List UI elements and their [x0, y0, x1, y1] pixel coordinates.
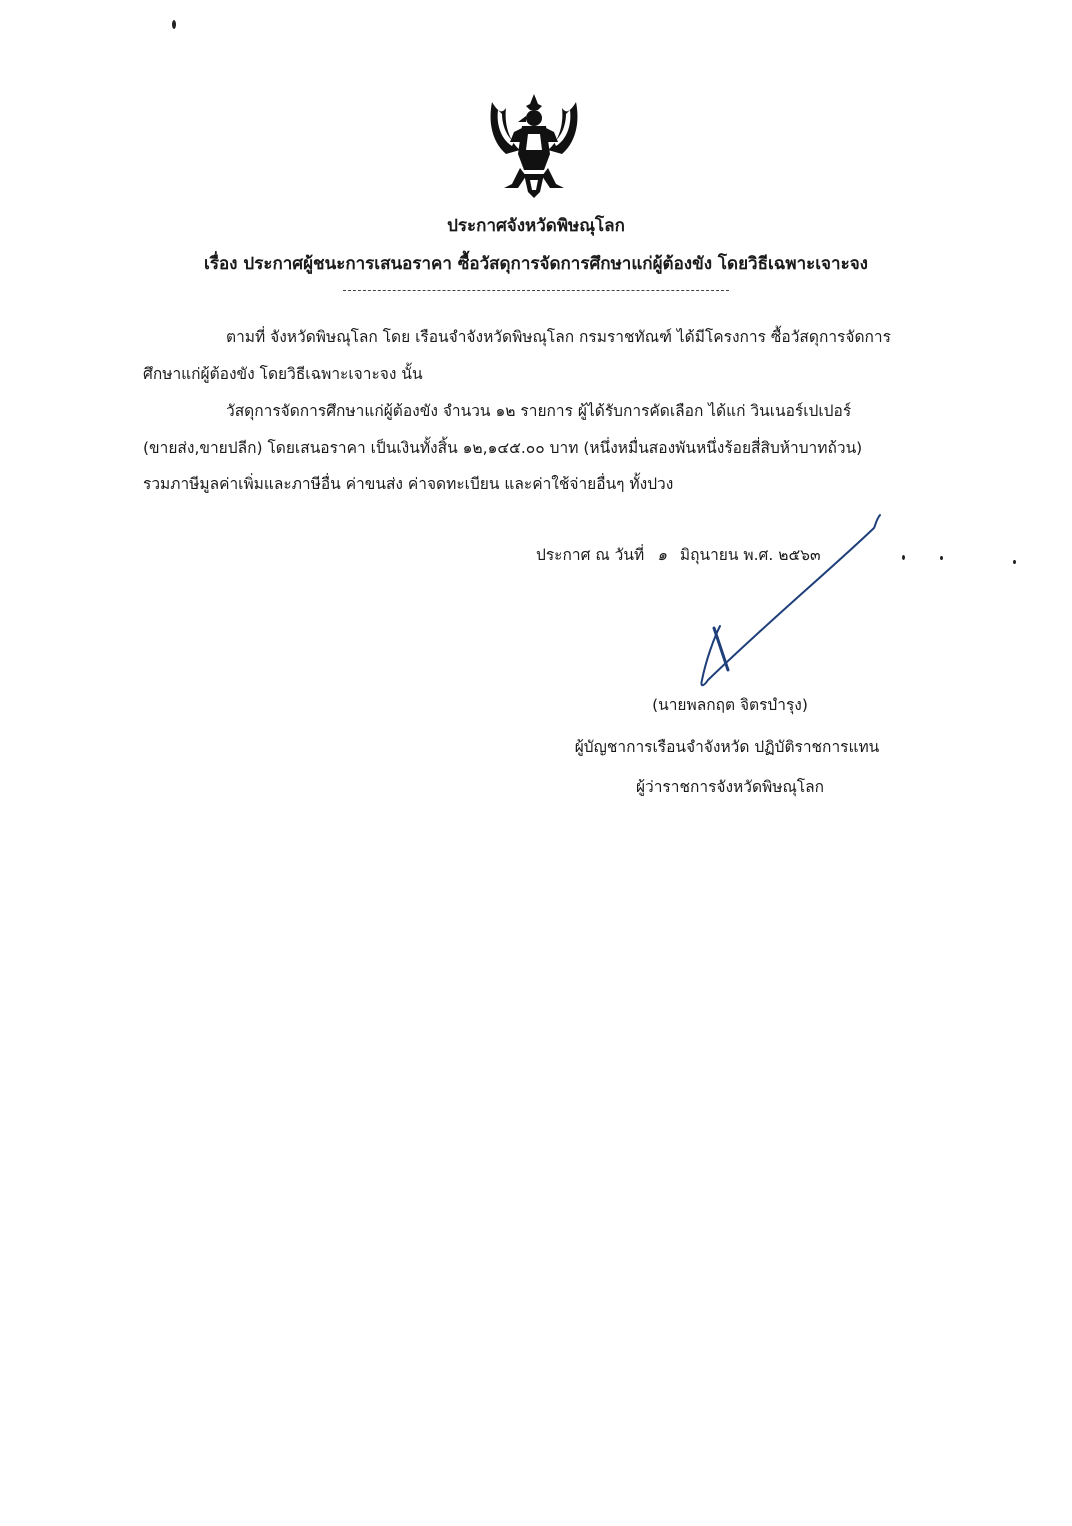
garuda-emblem-icon	[484, 92, 584, 200]
paragraph-2-line-3: รวมภาษีมูลค่าเพิ่มและภาษีอื่น ค่าขนส่ง ค่าจดทะเบียน และค่าใช้จ่ายอื่นๆ ทั้งปวง	[143, 475, 674, 493]
date-month-year: มิถุนายน พ.ศ. ๒๕๖๓	[679, 546, 821, 564]
scan-speck	[940, 556, 943, 560]
paragraph-1-line-2: ศึกษาแก่ผู้ต้องขัง โดยวิธีเฉพาะเจาะจง นั้น	[143, 365, 423, 383]
scan-speck	[1013, 560, 1016, 564]
signatory-name: (นายพลกฤต จิตรบำรุง)	[652, 696, 808, 714]
signatory-position-line-1: ผู้บัญชาการเรือนจำจังหวัด ปฏิบัติราชการแทน	[574, 738, 880, 756]
paragraph-2-line-2: (ขายส่ง,ขายปลีก) โดยเสนอราคา เป็นเงินทั้งสิ้น ๑๒,๑๔๕.๐๐ บาท (หนึ่งหมื่นสองพันหนึ่งร้อยสี่สิบห้าบาทถ้วน)	[143, 439, 863, 457]
announcement-subject: เรื่อง ประกาศผู้ชนะการเสนอราคา ซื้อวัสดุการจัดการศึกษาแก่ผู้ต้องขัง โดยวิธีเฉพาะเจาะจง	[204, 254, 868, 274]
paragraph-2-line-1: วัสดุการจัดการศึกษาแก่ผู้ต้องขัง จำนวน ๑๒ รายการ ผู้ได้รับการคัดเลือก ได้แก่ วินเนอร์เปเปอร์	[226, 402, 852, 420]
announcement-title: ประกาศจังหวัดพิษณุโลก	[447, 216, 625, 236]
paragraph-1-line-1: ตามที่ จังหวัดพิษณุโลก โดย เรือนจำจังหวัดพิษณุโลก กรมราชทัณฑ์ ได้มีโครงการ ซื้อวัสดุการจัดการ	[226, 328, 891, 346]
signatory-position-line-2: ผู้ว่าราชการจังหวัดพิษณุโลก	[635, 778, 825, 796]
scan-speck	[902, 555, 905, 560]
signature-stroke	[680, 510, 890, 690]
date-prefix: ประกาศ ณ วันที่	[536, 546, 645, 564]
date-day: ๑	[657, 546, 667, 564]
scan-speck	[172, 20, 176, 29]
divider	[343, 290, 729, 291]
